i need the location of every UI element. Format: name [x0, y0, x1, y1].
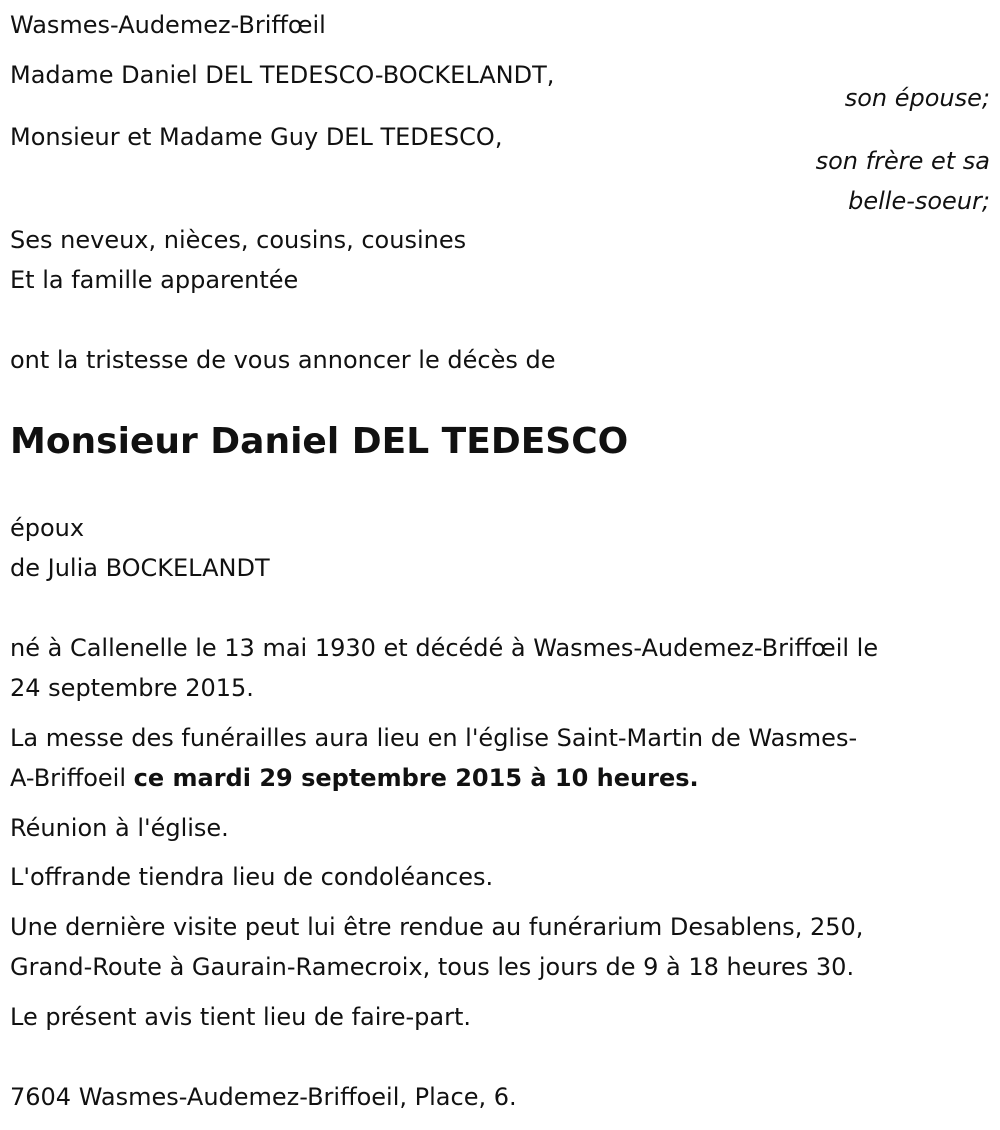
location-header: Wasmes-Audemez-Briffœil: [10, 11, 326, 39]
family-member-brother: Monsieur et Madame Guy DEL TEDESCO,: [10, 123, 503, 151]
relatives-line2: Et la famille apparentée: [10, 266, 299, 294]
visit-line1: Une dernière visite peut lui être rendue au funérarium Desablens, 250,: [10, 913, 864, 941]
meeting-info: Réunion à l'église.: [10, 814, 229, 842]
birth-death-line1: né à Callenelle le 13 mai 1930 et décédé à Wasmes-Audemez-Briffœil le: [10, 634, 879, 662]
announcement: ont la tristesse de vous annoncer le décès de: [10, 346, 556, 374]
birth-death-line2: 24 septembre 2015.: [10, 674, 254, 702]
funeral-date-time: ce mardi 29 septembre 2015 à 10 heures.: [133, 764, 699, 792]
relation-brother-line2: belle-soeur;: [848, 187, 990, 215]
funeral-line1: La messe des funérailles aura lieu en l'église Saint-Martin de Wasmes-: [10, 724, 858, 752]
spouse-label: époux: [10, 514, 85, 542]
visit-line2: Grand-Route à Gaurain-Ramecroix, tous les jours de 9 à 18 heures 30.: [10, 953, 855, 981]
offering-info: L'offrande tiendra lieu de condoléances.: [10, 863, 494, 891]
family-member-spouse: Madame Daniel DEL TEDESCO-BOCKELANDT,: [10, 61, 555, 89]
spouse-name: de Julia BOCKELANDT: [10, 554, 270, 582]
funeral-line2: [10, 758, 699, 798]
relation-brother-line1: son frère et sa: [815, 147, 990, 175]
relation-spouse: son épouse;: [844, 84, 990, 112]
funeral-line2-prefix: A-Briffoeil: [10, 764, 134, 792]
notice-info: Le présent avis tient lieu de faire-part.: [10, 1003, 472, 1031]
address: 7604 Wasmes-Audemez-Briffoeil, Place, 6.: [10, 1083, 517, 1111]
deceased-name: Monsieur Daniel DEL TEDESCO: [10, 421, 629, 462]
relatives-line1: Ses neveux, nièces, cousins, cousines: [10, 226, 467, 254]
